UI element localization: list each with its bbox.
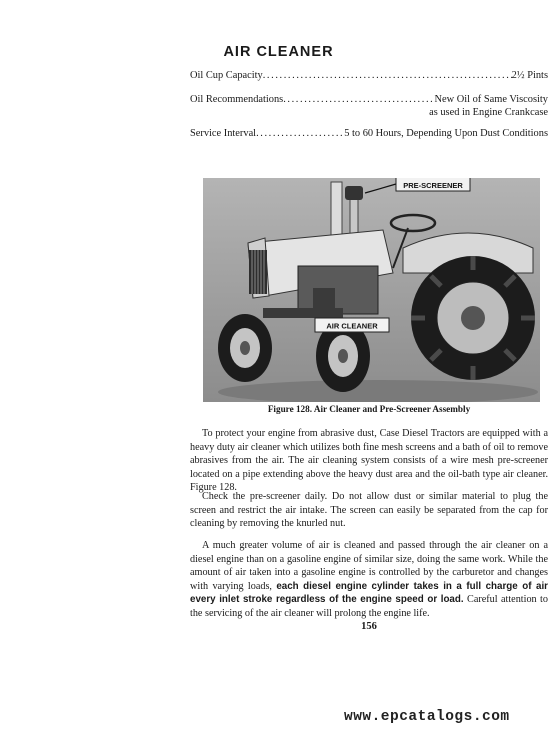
spec-label: Service Interval bbox=[190, 128, 257, 139]
page-title: AIR CLEANER bbox=[223, 44, 334, 60]
leader-dots bbox=[283, 93, 434, 106]
page-number: 156 bbox=[361, 621, 377, 632]
spec-label: Oil Cup Capacity bbox=[190, 70, 263, 81]
spec-oil-cup-capacity bbox=[190, 69, 548, 82]
paragraph-1: To protect your engine from abrasive dust, Case Diesel Tractors are equipped with a heavy duty air cleaner which utilizes both fine mesh screens and a bath of oil to remove abrasives from the air. The air cleaning system consists of a wire mesh pre-screener located on a pipe extending above the heavy dust area and the oil-bath type air cleaner. Figure 128. bbox=[190, 428, 548, 494]
air-cleaner-label: AIR CLEANER bbox=[326, 321, 378, 331]
spec-value: New Oil of Same Viscosity bbox=[434, 94, 548, 105]
leader-dots bbox=[263, 69, 512, 82]
tractor-photo bbox=[203, 178, 540, 402]
paragraph-3-text: A much greater volume of air is cleaned and passed through the air cleaner on a diesel engine than on a gasoline engine of similar size, doing the same work. While the amount of air taken into a gasoline engine is controlled by the carburetor and changes with varying loads, bbox=[190, 540, 548, 592]
paragraph-3-bold-text: each diesel engine cylinder takes in a full charge of air every inlet stroke regardless of the engine speed or load. bbox=[190, 580, 548, 606]
figure-caption: Figure 128. Air Cleaner and Pre-Screener Assembly bbox=[267, 404, 471, 414]
spec-label: Oil Recommendations bbox=[190, 94, 284, 105]
spec-service-interval bbox=[190, 127, 548, 140]
paragraph-2: Check the pre-screener daily. Do not allow dust or similar material to plug the screen and restrict the air intake. The screen can easily be separated from the cap for cleaning by removing the knurled nut. bbox=[190, 491, 548, 530]
leader-dots bbox=[256, 127, 344, 140]
paragraph-3 bbox=[190, 539, 548, 621]
pre-screener-label: PRE-SCREENER bbox=[403, 181, 463, 190]
spec-value: 5 to 60 Hours, Depending Upon Dust Conditions bbox=[344, 128, 548, 139]
spec-value: 2½ Pints bbox=[511, 70, 548, 81]
spec-oil-recommendations bbox=[190, 93, 548, 119]
watermark-link[interactable]: www.epcatalogs.com bbox=[344, 709, 510, 725]
spec-value-continued: as used in Engine Crankcase bbox=[429, 107, 548, 118]
paragraph-3-end-text: Careful attention to the servicing of the air cleaner will prolong the engine life. bbox=[190, 594, 548, 619]
